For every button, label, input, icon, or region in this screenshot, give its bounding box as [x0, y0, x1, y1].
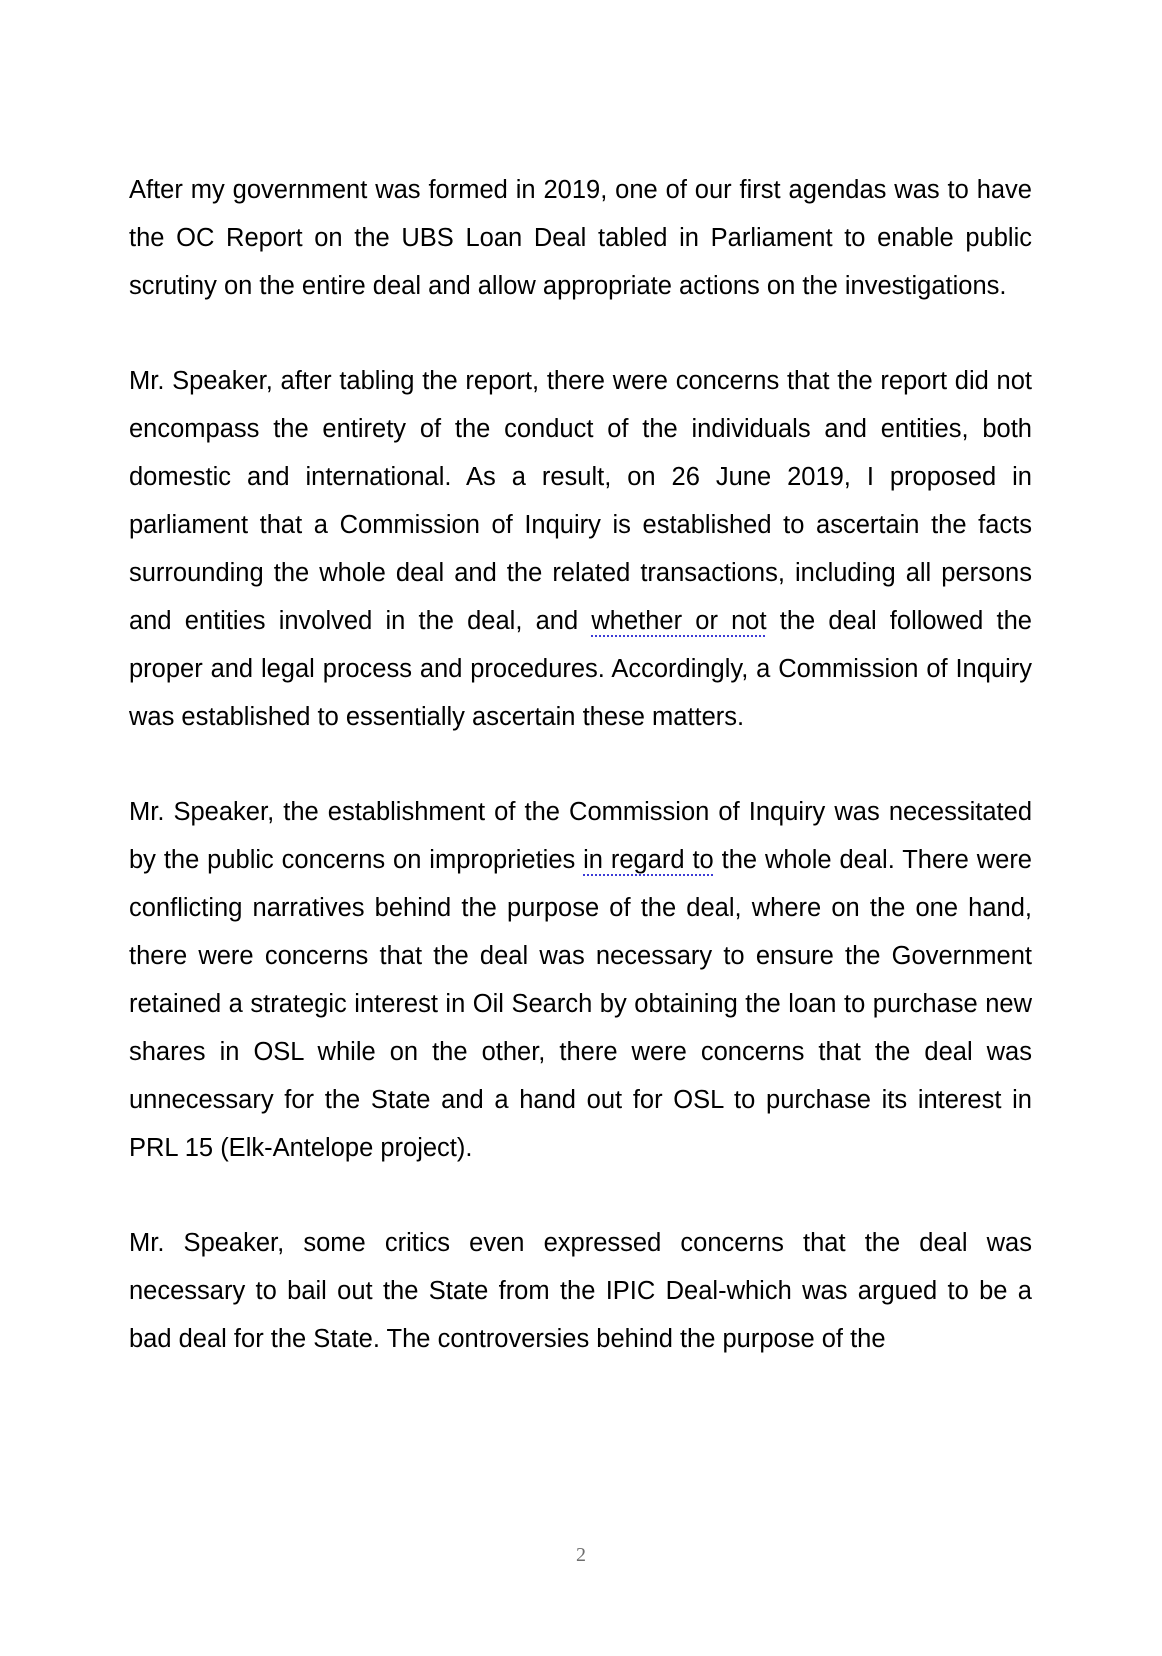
paragraph-3 [129, 788, 1032, 1172]
grammar-suggestion-in-regard-to[interactable]: in regard to [583, 846, 714, 874]
paragraph-3-text-before: Mr. Speaker, the establishment of the Commission of Inquiry was necessitated by the public concerns on improprieties [129, 798, 1032, 874]
paragraph-4 [129, 1219, 1032, 1363]
page-number: 2 [576, 1544, 586, 1566]
paragraph-2-text-before: Mr. Speaker, after tabling the report, there were concerns that the report did not encompass the entirety of the conduct of the individuals and entities, both domestic and international. As a result, on 26 June 2019, I proposed in parliament that a Commission of Inquiry is established to ascertain the facts surrounding the whole deal and the related transactions, including all persons and entities involved in the deal, and [129, 367, 1032, 635]
paragraph-1-text: After my government was formed in 2019, one of our first agendas was to have the OC Report on the UBS Loan Deal tabled in Parliament to enable public scrutiny on the entire deal and allow appropriate actions on the investigations. [129, 176, 1032, 300]
paragraph-4-text: Mr. Speaker, some critics even expressed concerns that the deal was necessary to bail out the State from the IPIC Deal-which was argued to be a bad deal for the State. The controversies behind the purpose of the [129, 1229, 1032, 1353]
paragraph-2 [129, 357, 1032, 741]
grammar-suggestion-whether-or-not[interactable]: whether or not [591, 607, 767, 635]
paragraph-2-text-after: the deal followed the proper and legal process and procedures. Accordingly, a Commission of Inquiry was established to essentially ascertain these matters. [129, 607, 1032, 731]
paragraph-1 [129, 166, 1032, 310]
document-body [129, 166, 1032, 1410]
paragraph-3-text-after: the whole deal. There were conflicting narratives behind the purpose of the deal, where on the one hand, there were concerns that the deal was necessary to ensure the Government retained a strategic interest in Oil Search by obtaining the loan to purchase new shares in OSL while on the other, there were concerns that the deal was unnecessary for the State and a hand out for OSL to purchase its interest in PRL 15 (Elk-Antelope project). [129, 846, 1032, 1162]
